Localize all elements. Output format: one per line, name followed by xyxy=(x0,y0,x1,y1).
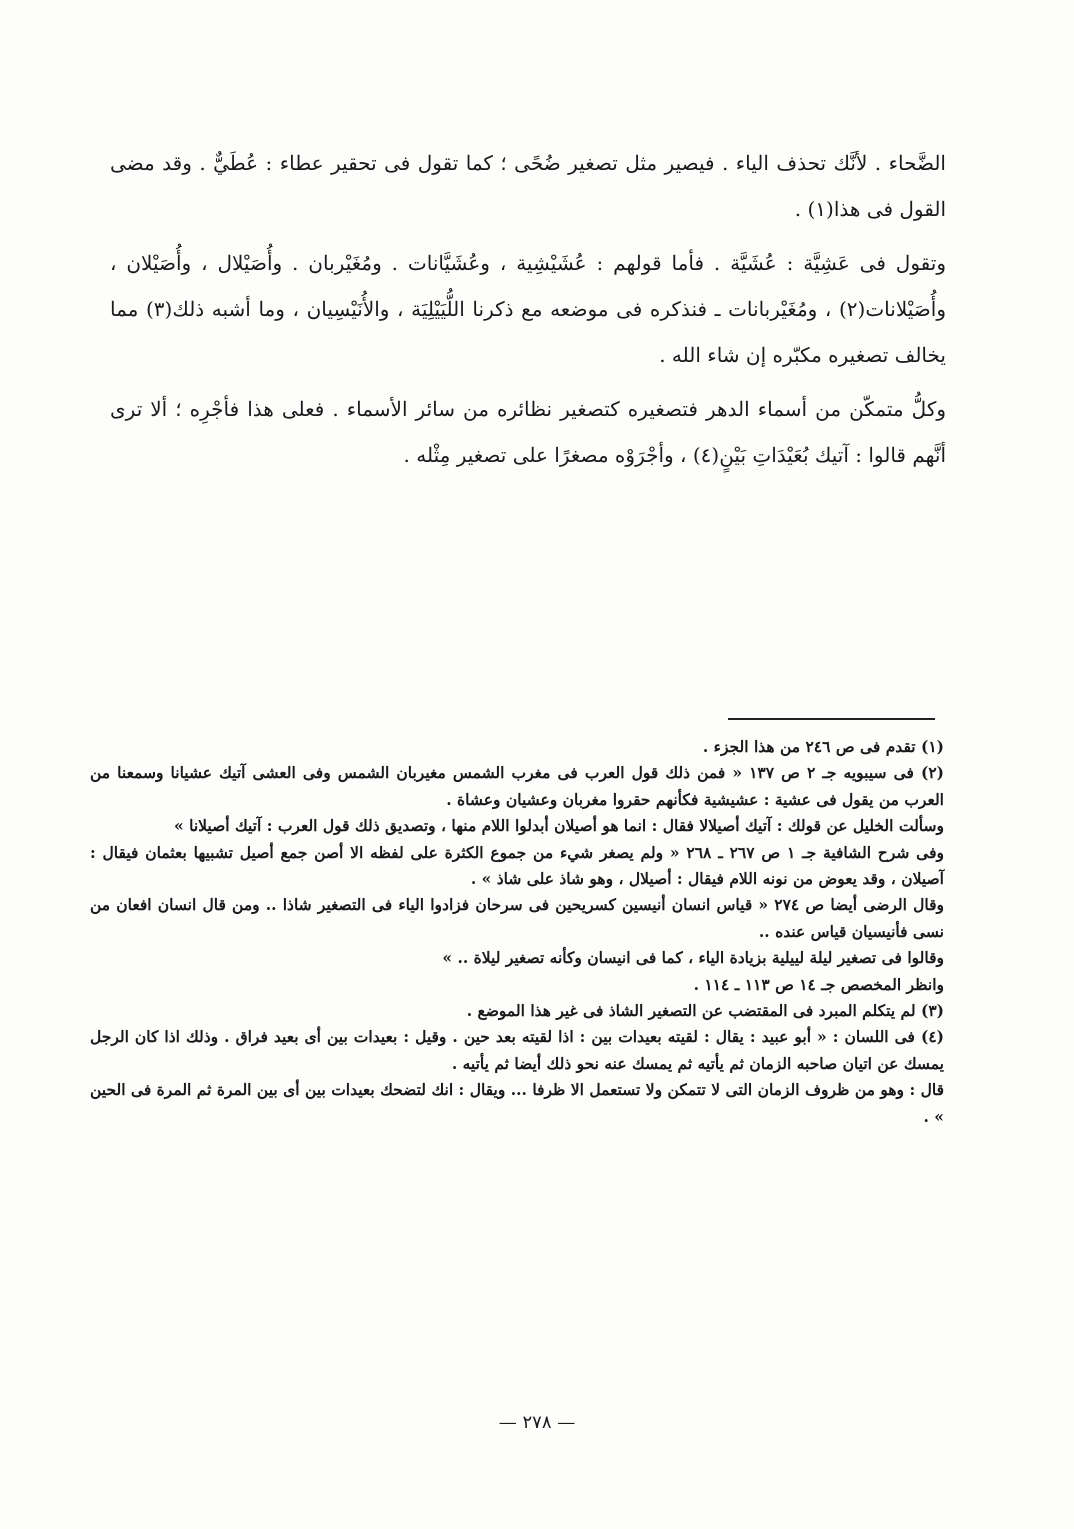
main-text xyxy=(110,140,946,486)
paragraph-2: وتقول فى عَشِيَّة : عُشَيَّة . فأما قولهم : عُشَيْشِية ، وعُشَيَّانات . ومُغَيْربان . وأُصَيْلال ، وأُصَيْلان ، وأُصَيْلانات(٢) ، ومُغَيْربانات ـ فنذكره فى موضعه مع ذكرنا اللُّيَيْلِيَة ، والأُنَيْسِيان ، وما أشبه ذلك(٣) مما يخالف تصغيره مكبّره إن شاء الله . xyxy=(110,251,947,367)
footnote-3: (٣) لم يتكلم المبرد فى المقتضب عن التصغير الشاذ فى غير هذا الموضع . xyxy=(466,1001,944,1021)
footnote-2-shafiya: وفى شرح الشافية جـ ١ ص ٢٦٧ ـ ٢٦٨ « ولم يصغر شيء من جموع الكثرة على لفظه الا أصن جمع أصيل تشبيها بعثمان فيقال : آصيلان ، وقد يعوض من نونه اللام فيقال : أصيلال ، وهو شاذ على شاذ » . xyxy=(90,842,944,889)
footnote-2-continued: وسألت الخليل عن قولك : آتيك أصيلالا فقال : انما هو أصيلان أبدلوا اللام منها ، وتصديق ذلك قول العرب : آتيك أصيلانا » xyxy=(174,816,944,836)
footnotes xyxy=(90,734,944,1130)
page-number: — ٢٧٨ — xyxy=(498,1412,576,1433)
footnote-separator xyxy=(728,718,935,720)
paragraph-1: الضَّحاء . لأنَّك تحذف الياء . فيصير مثل تصغير ضُحًى ؛ كما تقول فى تحقير عطاء : عُطَيٌّ . وقد مضى القول فى هذا(١) . xyxy=(110,151,946,221)
footnote-2-mukhassas: وانظر المخصص جـ ١٤ ص ١١٣ ـ ١١٤ . xyxy=(693,974,944,994)
footnote-2-radi: وقال الرضى أيضا ص ٢٧٤ « قياس انسان أنيسين كسريحين فى سرحان فزادوا الياء فى التصغير شاذا .. ومن قال انسان افعان من نسى فأنيسيان قياس عنده .. xyxy=(90,895,944,941)
footnote-2-layla: وقالوا فى تصغير ليلة لييلية بزيادة الياء ، كما فى انيسان وكأنه تصغير ليلاة .. » xyxy=(442,948,944,968)
footnote-4-continued: قال : وهو من ظروف الزمان التى لا تتمكن ولا تستعمل الا ظرفا ... ويقال : انك لتضحك بعيدات بين أى بين المرة ثم المرة فى الحين » . xyxy=(90,1080,944,1126)
footnote-2: (٢) فى سيبويه جـ ٢ ص ١٣٧ « فمن ذلك قول العرب فى مغرب الشمس مغيربان الشمس وفى العشى آتيك عشيانا وسمعنا من العرب من يقول فى عشية : عشيشية فكأنهم حقروا مغربان وعشيان وعشاة . xyxy=(90,763,944,809)
footnote-4: (٤) فى اللسان : « أبو عبيد : يقال : لقيته بعيدات بين : اذا لقيته بعد حين . وقيل : بعيدات بين أى بعيد فراق . وذلك اذا كان الرجل يمسك عن اتيان صاحبه الزمان ثم يأتيه ثم يمسك عنه نحو ذلك أيضا ثم يأتيه . xyxy=(90,1027,944,1073)
paragraph-3: وكلُّ متمكّن من أسماء الدهر فتصغيره كتصغير نظائره من سائر الأسماء . فعلى هذا فأجْرِه ؛ ألا ترى أنَّهم قالوا : آتيك بُعَيْدَاتِ بَيْنٍ(٤) ، وأجْرَوْه مصغرًا على تصغير مِثْله . xyxy=(110,397,946,467)
footnote-1: (١) تقدم فى ص ٢٤٦ من هذا الجزء . xyxy=(702,737,944,756)
